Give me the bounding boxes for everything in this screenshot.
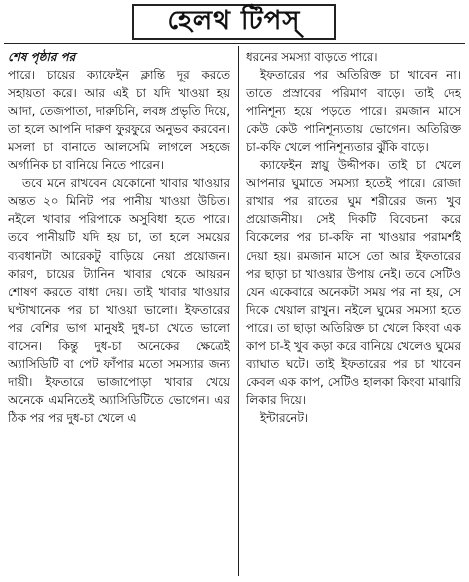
right-paragraph-1: ধরনের সমস্যা বাড়তে পারে। <box>246 50 378 64</box>
left-paragraph-2: তবে মনে রাখবেন যেকোনো খাবার খাওয়ার অন্তত ২০ মিনিট পর পানীয় খাওয়া উচিত। নইলে খাবার পরিপাকে অসুবিধা হতে পারে। তবে পানীয়টি যদি হয় চা, তা হলে সময়ের ব্যবধানটা আরেকটু বাড়িয়ে নেয়া প্রয়োজন। কারণ, চায়ের ট্যানিন খাবার থেকে আয়রন শোষণ করতে বাধা দেয়। তাই খাবার খাওয়ার ঘণ্টাখানেক পর চা খাওয়া ভালো। ইফতারের পর বেশির ভাগ মানুষই দুধ-চা খেতে ভালো বাসেন। কিন্তু দুধ-চা অনেকের ক্ষেত্রেই অ্যাসিডিটি বা পেট ফাঁপার মতো সমস্যার জন্য দায়ী। ইফতারে ভাজাপোড়া খাবার খেয়ে অনেকে এমনিতেই অ্যাসিডিটিতে ভোগেন। এর ঠিক পর পর দুধ-চা খেলে এ <box>8 176 230 425</box>
right-paragraph-3: ক্যাফেইন স্নায়ু উদ্দীপক। তাই চা খেলে আপনার ঘুমাতে সমস্যা হতেই পারে। রোজা রাখার পর রাতের ঘুম শরীরের জন্য খুব প্রয়োজনীয়। সেই দিকটি বিবেচনা করে বিকেলের পর চা-কফি না খাওয়ার পরামর্শই দেয়া হয়। রমজান মাসে তো আর ইফতারের পর ছাড়া চা খাওয়ার উপায় নেই। তবে সেটিও যেন একেবারে অনেকটা সময় পর না হয়, সে দিকে খেয়াল রাখুন। নইলে ঘুমের সমস্যা হতে পারে। তা ছাড়া অতিরিক্ত চা খেলে কিংবা এক কাপ চা-ই খুব কড়া করে বানিয়ে খেলেও ঘুমের ব্যাঘাত ঘটে। তাই ইফতারের পর চা খাবেন কেবল এক কাপ, সেটিও হালকা কিংবা মাঝারি লিকার দিয়ে। <box>246 158 461 407</box>
left-column <box>8 48 230 580</box>
right-paragraph-2: ইফতারের পর অতিরিক্ত চা খাবেন না। তাতে প্রস্রাবের পরিমাণ বাড়ে। তাই দেহ পানিশূন্য হয়ে পড়তে পারে। রমজান মাসে কেউ কেউ পানিশূন্যতায় ভোগেন। অতিরিক্ত চা-কফি খেলে পানিশূন্যতার ঝুঁকি বাড়ে। <box>246 68 461 155</box>
header-rule <box>4 43 465 44</box>
left-paragraph-1: পারে। চায়ের ক্যাফেইন ক্লান্তি দূর করতে সহায়তা করে। আর এই চা যদি খাওয়া হয় আদা, তেজপাতা, দারুচিনি, লবঙ্গ প্রভৃতি দিয়ে, তা হলে আপনি দারুণ ফুরফুরে অনুভব করবেন। মসলা চা বানাতে আলসেমি লাগলে সহজে অর্গানিক চা বানিয়ে নিতে পারেন। <box>8 68 230 173</box>
masthead <box>0 0 469 46</box>
right-column <box>246 48 461 580</box>
continued-label: শেষ পৃষ্ঠার পর <box>8 50 76 64</box>
article-title: হেলথ টিপস্ <box>132 4 336 40</box>
column-divider <box>238 46 239 576</box>
source-credit: ইন্টারনেট। <box>260 410 309 425</box>
